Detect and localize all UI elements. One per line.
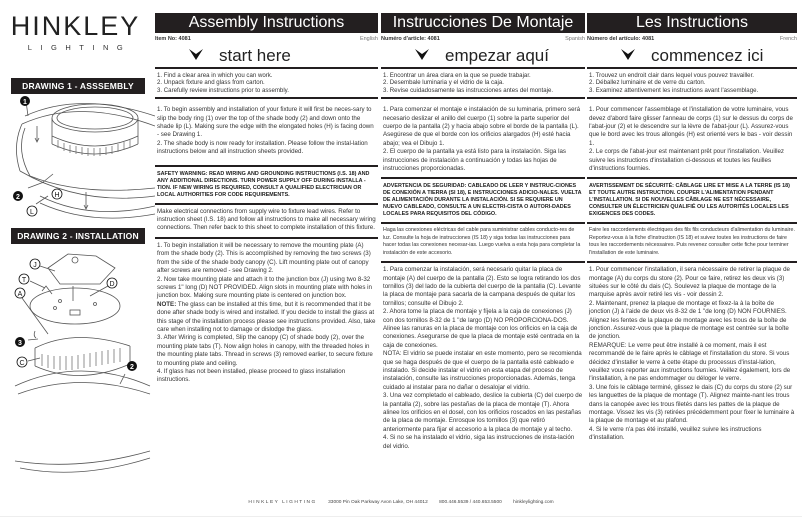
assembly-steps: 1. Para comenzar el montaje e instalación de su luminaria, primero será necesario deslizar el anillo del cuerpo (1) sobre la parte superior del cuerpo de la pantalla (2) y hacia abajo sobre el borde de la pantalla (L). Asegúrese de que el borde con los orificios alargados (H) esté hacia abajo; vea el Dibujo 1. 2. El cuerpo de la pantalla ya está listo para la instalación. Siga las instrucciones de instalación a continuación y todas las hojas de instrucciones proporcionadas.: [383, 106, 581, 173]
column-spanish: [381, 13, 585, 455]
callout-h: [52, 189, 62, 199]
safety-warning: SAFETY WARNING: READ WIRING AND GROUNDING INSTRUCTIONS (I.S. 18) AND ANY ADDITIONAL DIRECTIONS. TURN POWER SUPPLY OFF DURING INSTALLA - TION. IF NEW WIRING IS REQUIRED, CONSULT A QUALIFIED ELECTRICIAN OR LOCAL AUTHORITIES FOR CODE REQUIREMENTS.: [157, 170, 370, 198]
installation-steps: 1. To begin installation it will be necessary to remove the mounting plate (A) from the shade body (2). This is accomplished by removing the two screws (3) from the side of the shade body canopy (C). Lift mounting plate out of canopy after screws are removed - see Drawing 2. 2. Now take mounting plate and attach it to the junction box (J) using two 8-32 screws 1" long (D) NOT PROVIDED. Align slots in mounting plate with holes in junction box. Making sure mounting plate is centered on junction box. NOTE: The glass can be installed at this time, but it is recommended that it be done after shade body is wired and installed. If you decide to install the glass at this stage of the installation process please see instructions provided. Also, take care when installing not to damage or dislodge the glass. 3. After Wiring is completed, Slip the canopy (C) of shade body (2), over the mounting plate tabs (T). Now align holes in canopy, with the threaded holes in the mounting plate tabs. Thread in screws (3) removed earlier, to secure fixture to mounting plate and ceiling. 4. If glass has not been installed, please proceed to glass installation instructions.: [157, 241, 376, 384]
installation-steps: 1. Pour commencer l'installation, il sera nécessaire de retirer la plaque de montage (A) du corps du store (2). Pour ce faire, retirez les deux vis (3) situées sur le côté du dais (C). Soulevez la plaque de montage de la marquise après avoir retiré les vis - voir dessin 2. 2. Maintenant, prenez la plaque de montage et fixez-la à la boîte de jonction (J) à l'aide de deux vis 8-32 de 1 "de long (D) NON FOURNIES. Alignez les fentes de la plaque de montage avec les trous de la boîte de jonction. Assurez-vous que la plaque de montage est centrée sur la boîte de jonction. REMARQUE: Le verre peut être installé à ce moment, mais il est recommandé de le faire après le câblage et l'installation du store. Si vous décidez d'installer le verre à cette étape du processus d'instal-lation, veuillez vous reporter aux instructions fournies. Veillez également, lors de l'installation, à ne pas endommager ou déloger le verre. 3. Une fois le câblage terminé, glissez le dais (C) du corps du store (2) sur les languettes de la plaque de montage (T). Alignez mainte-nant les trous dans la canopée avec les trous filetés dans les pattes de la plaque de montage. Vissez les vis (3) retirées précédemment pour fixer le luminaire à la plaque de montage et au plafond. 4. Si le verre n'a pas été installé, veuillez suivre les instructions d'installation.: [589, 266, 795, 442]
svg-text:2: 2: [130, 364, 134, 371]
hinkley-logo: [8, 12, 143, 52]
callout-t: [19, 274, 29, 284]
assembly-steps: 1. Pour commencer l'assemblage et l'installation de votre luminaire, vous devez d'abord faire glisser l'anneau de corps (1) sur le dessus du corps de l'abat-jour (2) et le descendre sur la lèvre de l'abat-jour (L). Assurez-vous que le bord avec les trous allongés (H) est orienté vers le bas - voir dessin 1. 2. Le corps de l'abat-jour est maintenant prêt pour l'installation. Veuillez suivre les instructions d'installation ci-dessous et toutes les feuilles d'instructions fournies.: [589, 106, 793, 173]
column-english: [155, 13, 378, 389]
prep-steps: 1. Trouvez un endroit clair dans lequel vous pouvez travailler. 2. Déballez luminaire et de verre du carton. 3. Examinez attentivement les instructions avant l'assemblage.: [589, 72, 759, 94]
assembly-steps: 1. To begin assembly and installation of your fixture it will first be neces-sary to slip the body ring (1) over the top of the shade body (2) and down onto the shade lip (L). Making sure the edge with the elongated holes (H) is facing down - see Drawing 1. 2. The shade body is now ready for installation. Please follow the instal-lation instructions below and all instruction sheets provided.: [157, 106, 374, 156]
drawing-1-title: DRAWING 1 - ASSSEMBLY: [11, 78, 145, 94]
chevron-down-icon: [621, 47, 635, 61]
electrical-note: Faire les raccordements électriques des fils fils conducteurs d'alimentation du luminaire. Reportez-vous à la fiche d'instruction (IS 18) et suivez toutes les instructions de faire tous les raccordements nécessaires. Puis revenez consulter cette fiche pour terminer l'installation de este luminaire.: [589, 227, 795, 256]
svg-text:C: C: [19, 360, 25, 367]
footer-brand: HINKLEY LIGHTING: [248, 500, 317, 505]
svg-text:H: H: [54, 192, 60, 199]
installation-illustration: [0, 246, 155, 496]
svg-text:J: J: [33, 262, 37, 269]
item-number: Número del artículo: 4081: [587, 36, 655, 42]
start-here: empezar aquí: [381, 43, 585, 67]
logo-brand: HINKLEY: [10, 11, 141, 41]
title-spanish: Instrucciones De Montaje: [381, 13, 585, 33]
callout-j: [30, 259, 40, 269]
start-here: start here: [155, 43, 378, 67]
electrical-note: Haga las conexiones eléctricas del cable para suministrar cables conducto-res de luz. Consulte la hoja de instrucciones (IS 18) y siga todas las instrucciones para hacer todas las conexiones necesar-ias. Luego vuelva a esta hoja para completar la instalación de este accesorio.: [383, 227, 581, 256]
callout-c: [17, 357, 27, 367]
drawing-2-installation: [0, 246, 155, 496]
svg-text:L: L: [30, 209, 34, 216]
safety-warning: AVERTISSEMENT DE SÉCURITÉ: CÂBLAGE LIRE ET MISE A LA TERRE (IS 18) ET TOUTE AUTRE INSTRUCTION. COUPER L'ALIMENTATION PENDANT L'INSTALLATION. SI DE NOUVELLES CÂBLAGE NE EST NÉCESSAIRE, CONSULTER UN ÉLECTRICIEN QUALIFIÉ OU LES AUTORITÉS LOCALES LES EXIGENCES DES CODES.: [589, 183, 790, 218]
drawing-1-assembly: [0, 96, 155, 226]
language-label: English: [359, 36, 378, 42]
callout-a: [15, 288, 25, 298]
item-number: Item No: 4081: [155, 36, 191, 42]
svg-text:D: D: [109, 281, 115, 288]
footer: [0, 500, 802, 505]
title-french: Les Instructions D’assemblage: [587, 13, 797, 33]
footer-website[interactable]: hinkleylighting.com: [513, 500, 554, 505]
start-here: commencez ici: [587, 43, 797, 67]
assembly-illustration: [0, 96, 155, 226]
prep-steps: 1. Find a clear area in which you can work. 2. Unpack fixture and glass from carton. 3. Carefully review instructions prior to assembly.: [157, 72, 289, 94]
column-french: [587, 13, 797, 447]
callout-2b: [127, 361, 137, 371]
language-label: Spanish: [565, 36, 585, 42]
callout-1: [20, 96, 30, 106]
svg-text:1: 1: [23, 99, 27, 106]
item-number: Numéro d'article: 4081: [381, 36, 440, 42]
callout-2: [13, 191, 23, 201]
drawing-2-title: DRAWING 2 - INSTALLATION: [11, 228, 145, 244]
footer-phone: 800.446.5539 / 440.653.5500: [439, 500, 502, 505]
language-label: French: [779, 36, 797, 42]
svg-text:A: A: [17, 291, 23, 298]
title-english: Assembly Instructions: [155, 13, 378, 33]
svg-text:3: 3: [18, 340, 22, 347]
callout-l: [27, 206, 37, 216]
svg-text:T: T: [21, 277, 27, 284]
page-bottom-divider: [0, 516, 802, 517]
installation-steps: 1. Para comenzar la instalación, será necesario quitar la placa de montaje (A) del cuerpo de la pantalla (2). Esto se logra retirando los dos tornillos (3) del lado de la cubierta del cuerpo de la pantalla (C). Levante la placa de montaje para sacarla de la campana después de quitar los tornillos; consulte el Dibujo 2. 2. Ahora tome la placa de montaje y fíjela a la caja de conexiones (J) con dos tornillos 8-32 de 1 "de largo (D) NO PROPORCIONA-DOS. Alinee las ranuras en la placa de montaje con los orificios en la caja de conexiones. Asegurarse de que la placa de montaje esté centrada en la caja de conexiones. NOTA: El vidrio se puede instalar en este momento, pero se recomienda que se haga después de que el cuerpo de la pantalla esté cableado e instalado. Si decide instalar el vidrio en esta etapa del proceso de instalación, consulte las instrucciones proporcionadas. Además, tenga cuidado al instalar para no dañar o desalojar el vidrio. 3. Una vez completado el cableado, deslice la cubierta (C) del cuerpo de la pantalla (2), sobre las pestañas de la placa de montaje (T). Ahora alinee los orificios en el dosel, con los orificios roscados en las pestañas de la placa de montaje. Enrosque los tornillos (3) que retiró anteriormente para fijar el accesorio a la placa de montaje y al techo. 4. Si no se ha instalado el vidrio, siga las instrucciones de insta-lación del vidrio.: [383, 266, 583, 450]
footer-address: 33000 Pin Oak Parkway Avon Lake, OH 44012: [328, 500, 428, 505]
prep-steps: 1. Encontrar un área clara en la que se puede trabajar. 2. Desembale luminaria y el vidrio de la caja. 3. Revise cuidadosamente las instrucciones antes del montaje.: [383, 72, 554, 94]
chevron-down-icon: [189, 47, 203, 61]
electrical-note: Make electrical connections from supply wire to fixture lead wires. Refer to instruction sheet (I.S. 18) and follow all instructions to make all necessary wiring connections. Then refer back to this sheet to complete installation of this fixture.: [157, 207, 376, 232]
callout-d: [107, 278, 117, 288]
logo-subtitle: LIGHTING: [27, 43, 132, 52]
callout-3: [15, 337, 25, 347]
chevron-down-icon: [415, 47, 429, 61]
safety-warning: ADVERTENCIA DE SEGURIDAD: CABLEADO DE LEER Y INSTRUC-CIONES DE CONEXIÓN A TIERRA (SI 18), E INSTRUCCIONES ADICIO-NALES. VUELTA DE ALIMENTACIÓN DURANTE LA INSTALACIÓN. SI SE REQUIERE UN NUEVO CABLEADO, CONSULTE A UN ELECTRI-CISTA O AUTORI-DADES LOCALES PARA REQUISITOS DEL CÓDIGO.: [383, 183, 582, 218]
svg-text:2: 2: [16, 194, 20, 201]
